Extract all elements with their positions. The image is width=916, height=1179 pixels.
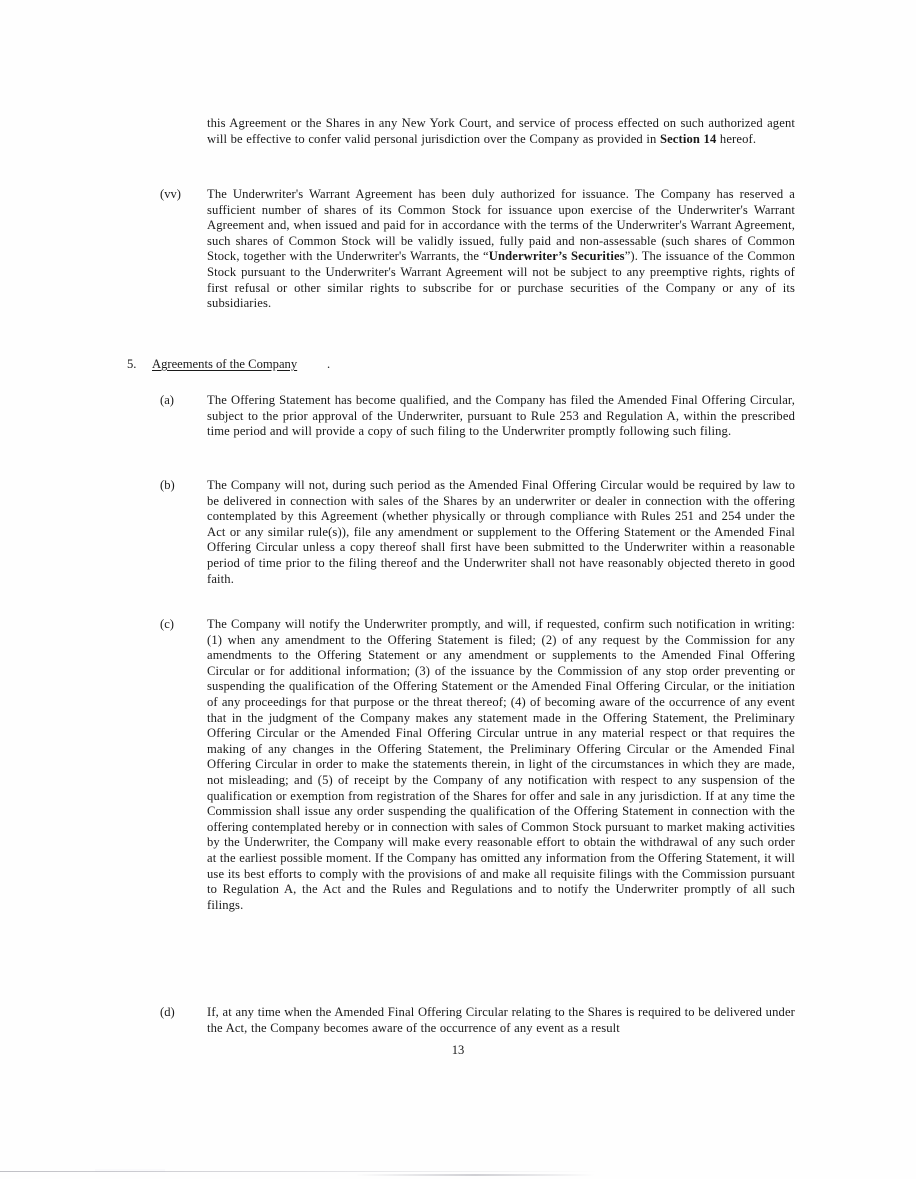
continued-paragraph (207, 116, 795, 147)
section-14-reference: Section 14 (659, 131, 717, 146)
scan-artifact-line (0, 1171, 600, 1172)
clause-vv-paragraph (207, 187, 795, 312)
clause-d-paragraph: If, at any time when the Amended Final Offering Circular relating to the Shares is required to be delivered under the Act, the Company becomes aware of the occurrence of any event as a result (207, 1005, 795, 1035)
clause-marker-d: (d) (160, 1005, 175, 1019)
clause-a-paragraph: The Offering Statement has become qualified, and the Company has filed the Amended Final Offering Circular, subject to the prior approval of the Underwriter, pursuant to Rule 253 and Regulation A, within the prescribed time period and will provide a copy of such filing to the Underwriter promptly following such filing. (207, 393, 795, 439)
clause-c-paragraph: The Company will notify the Underwriter promptly, and will, if requested, confirm such notification in writing: (1) when any amendment to the Offering Statement is filed; (2) of any request by the Commission for any amendments to the Offering Statement or any amendment or supplements to the Amended Final Offering Circular or for additional information; (3) of the issuance by the Commission of any stop order preventing or suspending the qualification of the Offering Statement or the Amended Final Offering Circular, or the initiation of any proceedings for that purpose or the threat thereof; (4) of becoming aware of the occurrence of any event that in the judgment of the Company makes any statement made in the Offering Statement, the Preliminary Offering Circular or the Amended Final Offering Circular untrue in any material respect or that requires the making of any changes in the Offering Statement, the Preliminary Offering Circular or the Amended Final Offering Circular in order to make the statements therein, in light of the circumstances in which they are made, not misleading; and (5) of receipt by the Company of any notification with respect to any suspension of the qualification or exemption from registration of the Shares for offer and sale in any jurisdiction. If at any time the Commission shall issue any order suspending the qualification of the Offering Statement in connection with the offering contemplated hereby or in connection with sales of Common Stock pursuant to market making activities by the Underwriter, the Company will make every reasonable effort to obtain the withdrawal of any such order at the earliest possible moment. If the Company has omitted any information from the Offering Statement, it will use its best efforts to comply with the provisions of and make all requisite filings with the Commission pursuant to Regulation A, the Act and the Rules and Regulations and to notify the Underwriter promptly of all such filings. (207, 617, 795, 912)
clause-marker-b: (b) (160, 478, 175, 492)
section-5-title-period: . (327, 357, 331, 371)
clause-marker-c: (c) (160, 617, 174, 631)
section-5-title: Agreements of the Company (152, 357, 298, 371)
section-5-number: 5. (127, 357, 137, 371)
clause-b-paragraph: The Company will not, during such period as the Amended Final Offering Circular would be required by law to be delivered in connection with sales of the Shares by an underwriter or dealer in connection with the offering contemplated by this Agreement (whether physically or through compliance with Rules 251 and 254 under the Act or any similar rule(s)), file any amendment or supplement to the Offering Statement or the Amended Final Offering Circular unless a copy thereof shall first have been submitted to the Underwriter within a reasonable period of time prior to the filing thereof and the Underwriter shall not have reasonably objected thereto in good faith. (207, 478, 795, 586)
underwriters-securities-defined-term: Underwriter’s Securities (488, 249, 625, 264)
scan-artifact-line-secondary (355, 1174, 595, 1176)
clause-marker-a: (a) (160, 393, 174, 407)
page-number: 13 (451, 1043, 465, 1057)
continued-paragraph-text-2: hereof. (716, 131, 757, 146)
clause-marker-vv: (vv) (160, 187, 181, 201)
clause-vv-text-1: The Underwriter's Warrant Agreement has been duly authorized for issuance. The Company has reserved a sufficient number of shares of its Common Stock for issuance upon exercise of the Underwriter's Warrant Agreement and, when issued and paid for in accordance with the terms of the Underwriter's Warrant Agreement, such shares of Common Stock will be validly issued, fully paid and non-assessable (such shares of Common Stock, together with the Underwriter's Warrants, the “ (207, 187, 795, 264)
clause-vv-text-2: ”). The issuance of the Common Stock pursuant to the Underwriter's Warrant Agreement will not be subject to any preemptive rights, rights of first refusal or other similar rights to subscribe for or purchase securities of the Company or any of its subsidiaries. (207, 249, 796, 311)
continued-paragraph-text-1: this Agreement or the Shares in any New York Court, and service of process effected on such authorized agent will be effective to confer valid personal jurisdiction over the Company as provided in (207, 116, 795, 146)
